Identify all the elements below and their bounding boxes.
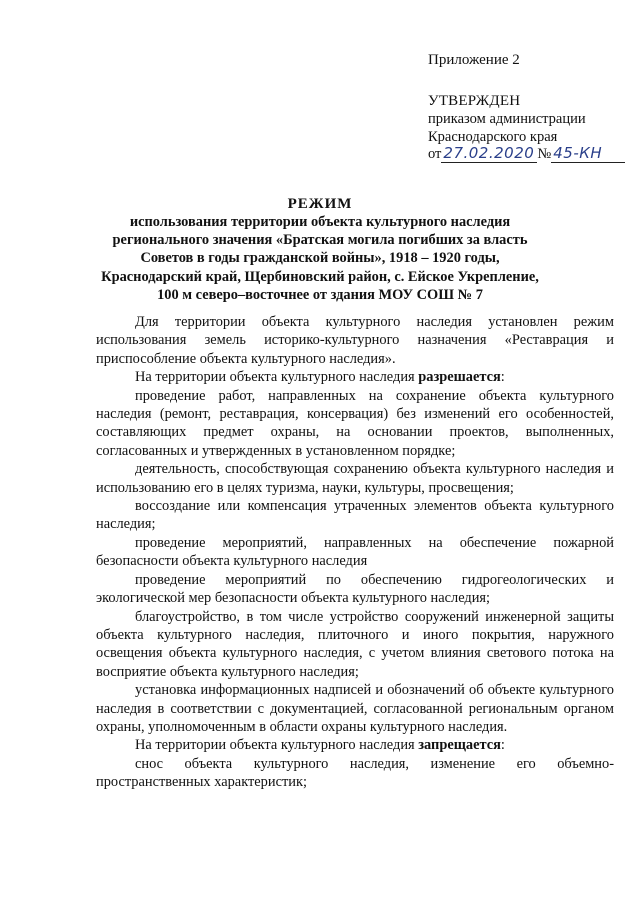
number-prefix: № — [537, 146, 552, 162]
allowed-lead: На территории объекта культурного наследия — [135, 369, 419, 386]
document-subtitle: использования территории объекта культурного наследия регионального значения «Братская могила погибших за власть Советов в годы гражданской войны», 1918 – 1920 годы, Краснодарский край, Щербиновский район, с. Ейское Укрепление, 100 м северо–восточнее от здания МОУ СОШ № 7 — [101, 214, 539, 303]
list-item: проведение мероприятий по обеспечению гидрогеологических и экологической мер безопасности объекта культурного наследия; — [96, 571, 614, 607]
handwritten-number: 45-КН — [551, 144, 625, 163]
intro-paragraph: Для территории объекта культурного наследия установлен режим использования земель историко-культурного назначения «Реставрация и приспособление объекта культурного наследия». — [96, 314, 614, 367]
approved-by-line-2: Краснодарского края — [428, 129, 558, 145]
appendix-label: Приложение 2 — [428, 52, 520, 68]
list-item: установка информационных надписей и обозначений об объекте культурного наследия в соответствии с документацией, согласованной региональным органом охраны, уполномоченным в области охраны культурного наследия. — [96, 682, 614, 735]
approved-by-line-1: приказом администрации — [428, 111, 586, 127]
forbidden-lead: На территории объекта культурного наследия — [135, 737, 419, 754]
date-prefix: от — [428, 146, 442, 162]
document-body — [96, 313, 614, 792]
list-item: воссоздание или компенсация утраченных элементов объекта культурного наследия; — [96, 498, 614, 533]
forbidden-keyword: запрещается — [418, 737, 501, 754]
forbidden-heading — [96, 736, 614, 754]
handwritten-date: 27.02.2020 — [441, 144, 537, 163]
allowed-heading — [96, 368, 614, 386]
document-title: РЕЖИМ — [287, 196, 353, 212]
list-item: проведение работ, направленных на сохранение объекта культурного наследия (ремонт, реставрация, консервация) без изменений его особенностей, составляющих предмет охраны, на основании проектов, выполненных, согласованных и утвержденных в установленном порядке; — [96, 387, 614, 459]
approved-heading: УТВЕРЖДЕН — [428, 93, 521, 109]
allowed-keyword: разрешается — [418, 369, 501, 386]
forbidden-colon: : — [500, 737, 505, 754]
list-item: деятельность, способствующая сохранению объекта культурного наследия и использованию его в целях туризма, науки, культуры, просвещения; — [96, 461, 614, 496]
list-item: снос объекта культурного наследия, изменение его объемно-пространственных характеристик; — [96, 755, 614, 791]
list-item: благоустройство, в том числе устройство сооружений инженерной защиты объекта культурного наследия, плиточного и иного покрытия, наружного освещения объекта культурного наследия, с учетом влияния светового потока на восприятие объекта культурного наследия; — [96, 608, 614, 680]
order-date-line — [428, 144, 625, 163]
list-item: проведение мероприятий, направленных на обеспечение пожарной безопасности объекта культурного наследия — [96, 534, 614, 570]
allowed-colon: : — [500, 369, 505, 386]
